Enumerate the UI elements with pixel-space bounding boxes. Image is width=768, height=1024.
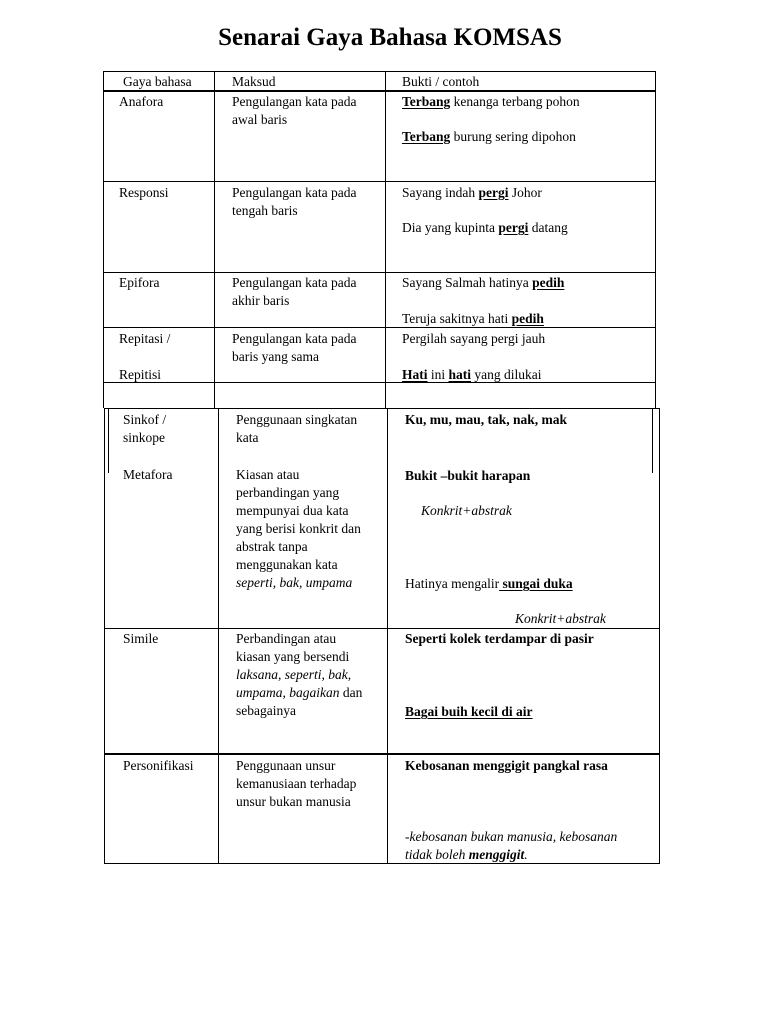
header-gaya-bahasa: Gaya bahasa <box>123 74 192 89</box>
emphasis-word: pedih <box>532 275 565 290</box>
example-note <box>405 846 528 864</box>
gaya-label: Responsi <box>119 185 169 200</box>
maksud-line: Penggunaan unsur <box>236 758 336 773</box>
emphasis-word: Terbang <box>402 94 451 109</box>
page-title: Senarai Gaya Bahasa KOMSAS <box>218 24 562 51</box>
maksud-line: menggunakan kata <box>236 557 338 572</box>
example-line <box>402 274 564 292</box>
example-text: kenanga terbang pohon <box>450 94 580 109</box>
example-text: Johor <box>508 185 542 200</box>
maksud-line: baris yang sama <box>232 349 319 364</box>
example-line: Seperti kolek terdampar di pasir <box>405 631 594 646</box>
gaya-label: Metafora <box>123 467 173 482</box>
maksud-line: tengah baris <box>232 203 298 218</box>
example-text: datang <box>528 220 568 235</box>
emphasis-word: pedih <box>511 311 544 326</box>
maksud-line: mempunyai dua kata <box>236 503 349 518</box>
emphasis-word: pergi <box>478 185 509 200</box>
emphasis-word: Terbang <box>402 129 451 144</box>
example-line: Kebosanan menggigit pangkal rasa <box>405 758 608 773</box>
example-text: yang dilukai <box>471 367 542 382</box>
gaya-label: Repitisi <box>119 367 162 382</box>
example-text: Dia yang kupinta <box>402 220 499 235</box>
example-line <box>402 310 544 328</box>
maksud-italic: umpama, bagaikan <box>236 685 340 700</box>
example-note: Konkrit+abstrak <box>421 503 512 518</box>
gaya-label: Simile <box>123 631 159 646</box>
maksud-line: Pengulangan kata pada <box>232 94 357 109</box>
example-text: Sayang indah <box>402 185 479 200</box>
example-line: Ku, mu, mau, tak, nak, mak <box>405 412 568 427</box>
header-bukti-contoh: Bukti / contoh <box>402 74 480 89</box>
example-line <box>402 93 580 111</box>
maksud-line: abstrak tanpa <box>236 539 308 554</box>
maksud-line: seperti, bak, umpama <box>236 575 353 590</box>
gaya-label: Personifikasi <box>123 758 194 773</box>
example-line <box>402 219 568 237</box>
gaya-label: Epifora <box>119 275 160 290</box>
header-maksud: Maksud <box>232 74 276 89</box>
example-line <box>402 366 542 384</box>
maksud-line: laksana, seperti, bak, <box>236 667 352 682</box>
gaya-label: Sinkof / <box>123 412 167 427</box>
maksud-line: perbandingan yang <box>236 485 340 500</box>
note-text: tidak boleh <box>405 847 469 862</box>
example-line: Pergilah sayang pergi jauh <box>402 331 546 346</box>
maksud-line: Penggunaan singkatan <box>236 412 358 427</box>
maksud-line: kemanusiaan terhadap <box>236 776 357 791</box>
example-note: -kebosanan bukan manusia, kebosanan <box>405 829 618 844</box>
example-line <box>402 128 576 146</box>
maksud-line: awal baris <box>232 112 288 127</box>
maksud-line: Kiasan atau <box>236 467 300 482</box>
emphasis-word: pergi <box>498 220 529 235</box>
example-text: ini <box>427 367 449 382</box>
maksud-line: kata <box>236 430 259 445</box>
maksud-line: akhir baris <box>232 293 290 308</box>
maksud-line: yang berisi konkrit dan <box>236 521 361 536</box>
maksud-line <box>236 684 362 702</box>
emphasis-word: hati <box>448 367 472 382</box>
note-text: . <box>524 847 528 862</box>
example-line <box>402 184 542 202</box>
example-line <box>405 703 533 721</box>
gaya-label: sinkope <box>123 430 165 445</box>
gaya-label: Anafora <box>119 94 164 109</box>
example-line: Bukit –bukit harapan <box>405 468 531 483</box>
maksud-line: Pengulangan kata pada <box>232 331 357 346</box>
example-text: burung sering dipohon <box>450 129 576 144</box>
example-text: Sayang Salmah hatinya <box>402 275 533 290</box>
maksud-text: dan <box>339 685 363 700</box>
maksud-line: sebagainya <box>236 703 296 718</box>
example-line <box>405 575 573 593</box>
emphasis-word: sungai duka <box>499 576 573 591</box>
note-emphasis: menggigit <box>468 847 525 862</box>
maksud-line: Pengulangan kata pada <box>232 275 357 290</box>
maksud-line: Pengulangan kata pada <box>232 185 357 200</box>
maksud-line: Perbandingan atau <box>236 631 337 646</box>
example-note: Konkrit+abstrak <box>515 611 606 626</box>
example-text: Hatinya mengalir <box>405 576 500 591</box>
maksud-line: unsur bukan manusia <box>236 794 351 809</box>
gaya-label: Repitasi / <box>119 331 171 346</box>
emphasis-word: Hati <box>402 367 428 382</box>
emphasis-word: Bagai buih kecil di air <box>405 704 533 719</box>
example-text: Teruja sakitnya hati <box>402 311 512 326</box>
maksud-line: kiasan yang bersendi <box>236 649 350 664</box>
